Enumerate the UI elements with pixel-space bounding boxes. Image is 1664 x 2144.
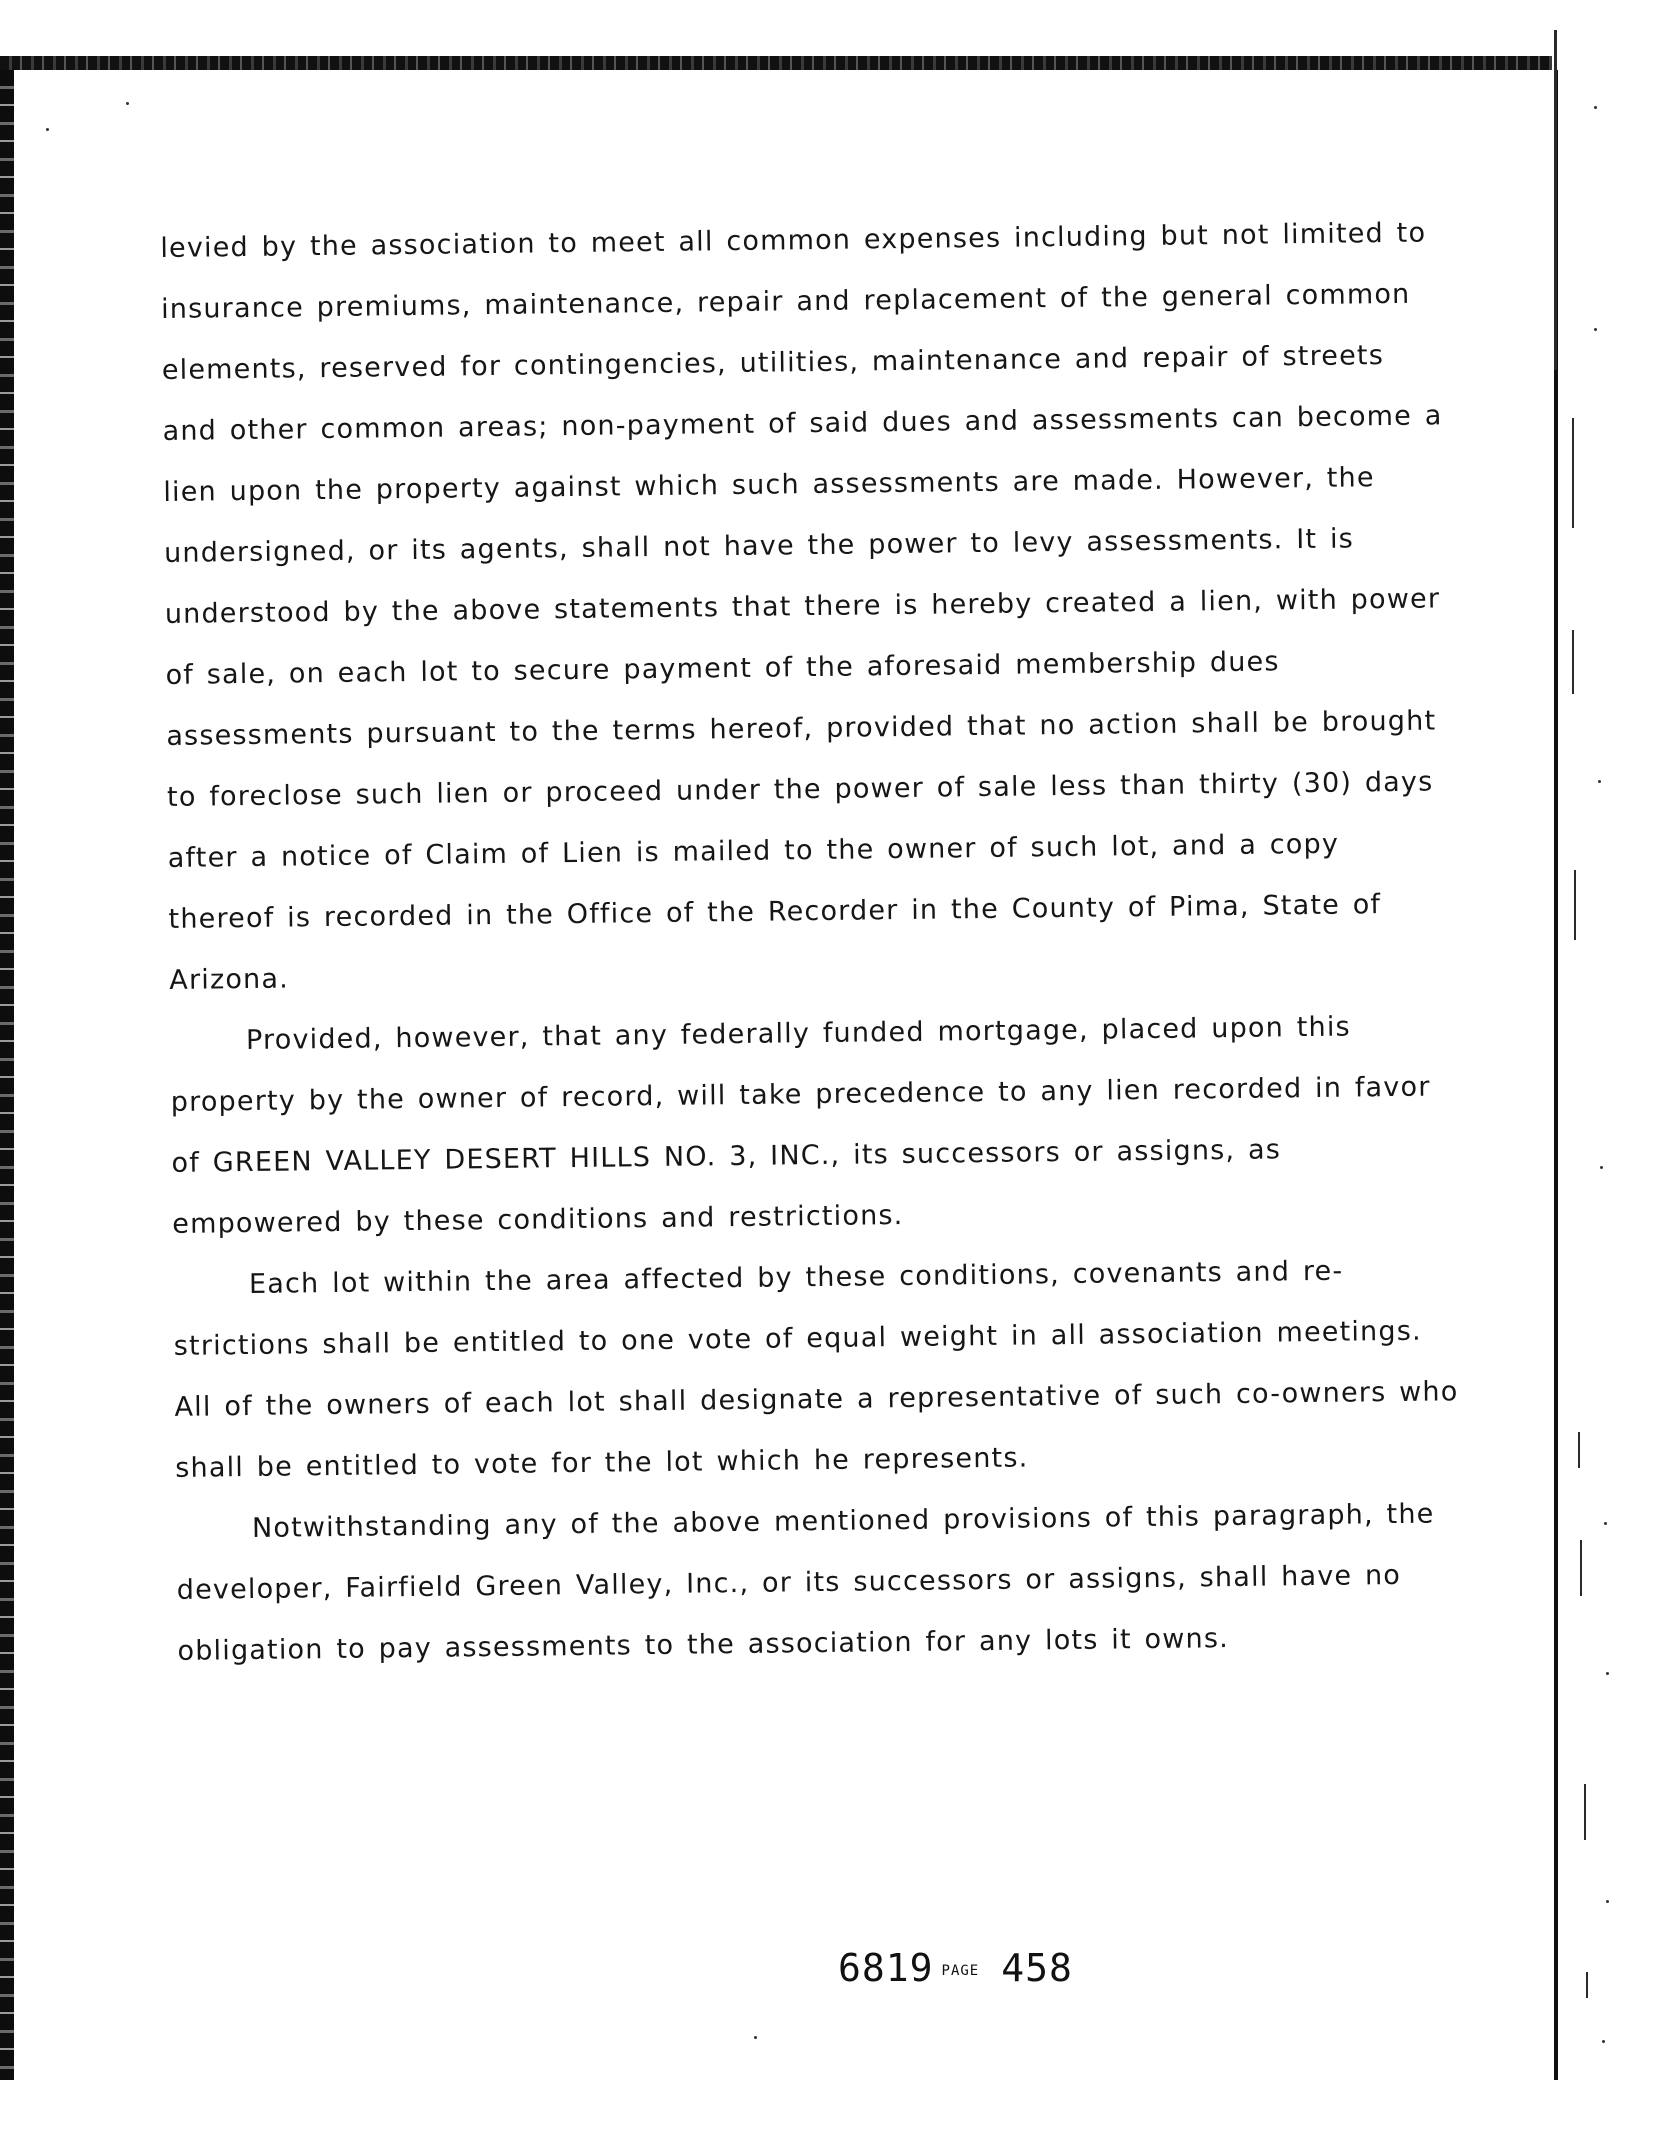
scan-top-edge <box>0 56 1552 70</box>
scan-speck <box>126 102 129 105</box>
scan-speck <box>1606 1672 1609 1675</box>
margin-mark <box>1586 1972 1588 1998</box>
recording-stamp <box>838 1946 1073 1990</box>
scan-speck <box>1594 106 1597 109</box>
page-number: 458 <box>1001 1946 1073 1990</box>
scan-left-edge <box>0 70 14 2080</box>
margin-mark <box>1578 1432 1580 1468</box>
margin-mark <box>1554 30 1557 370</box>
paragraph-voting-rights: Each lot within the area affected by these conditions, covenants and re-strictions shall be entitled to one vote of equal weight in all association meetings. All of the owners of each lot shall designate a representative of such co-owners who shall be entitled to vote for the lot which he represents. <box>173 1255 1459 1484</box>
margin-mark <box>1574 870 1576 940</box>
book-number: 6819 <box>838 1946 934 1990</box>
margin-mark <box>1572 418 1574 528</box>
paragraph-mortgage-precedence: Provided, however, that any federally funded mortgage, placed upon this property by the owner of record, will take precedence to any lien recorded in favor of GREEN VALLEY DESERT HILLS NO. 3, INC., its successors or assigns, as empowered by these conditions and restrictions. <box>170 1011 1431 1240</box>
scan-speck <box>1600 1166 1603 1169</box>
scan-speck <box>1594 328 1597 331</box>
scan-speck <box>1604 1522 1607 1525</box>
margin-mark <box>1572 630 1574 694</box>
document-body <box>160 202 1463 1682</box>
margin-mark <box>1584 1784 1586 1840</box>
margin-mark <box>1580 1540 1582 1596</box>
paragraph-lien-terms: levied by the association to meet all common expenses including but not limited to insurance premiums, maintenance, repair and replacement of the general common elements, reserved for contingencies, utilities, maintenance and repair of streets and other common areas; non-payment of said dues and assessments can become a lien upon the property against which such assessments are made. However, the undersigned, or its agents, shall not have the power to levy assessments. It is understood by the above statements that there is hereby created a lien, with power of sale, on each lot to secure payment of the aforesaid membership dues assessments pursuant to the terms hereof, provided that no action shall be brought to foreclose such lien or proceed under the power of sale less than thirty (30) days after a notice of Claim of Lien is mailed to the owner of such lot, and a copy thereof is recorded in the Office of the Recorder in the County of Pima, State of Arizona. <box>160 217 1443 996</box>
paragraph-developer-exemption: Notwithstanding any of the above mentioned provisions of this paragraph, the developer, Fairfield Green Valley, Inc., or its successors or assigns, shall have no obligation to pay assessments to the association for any lots it owns. <box>176 1498 1435 1667</box>
scan-speck <box>1606 1900 1609 1903</box>
scan-speck <box>46 128 49 131</box>
scan-speck <box>754 2036 757 2039</box>
scan-speck <box>1598 780 1601 783</box>
page-label: PAGE <box>941 1962 980 1979</box>
scan-speck <box>1602 2040 1605 2043</box>
